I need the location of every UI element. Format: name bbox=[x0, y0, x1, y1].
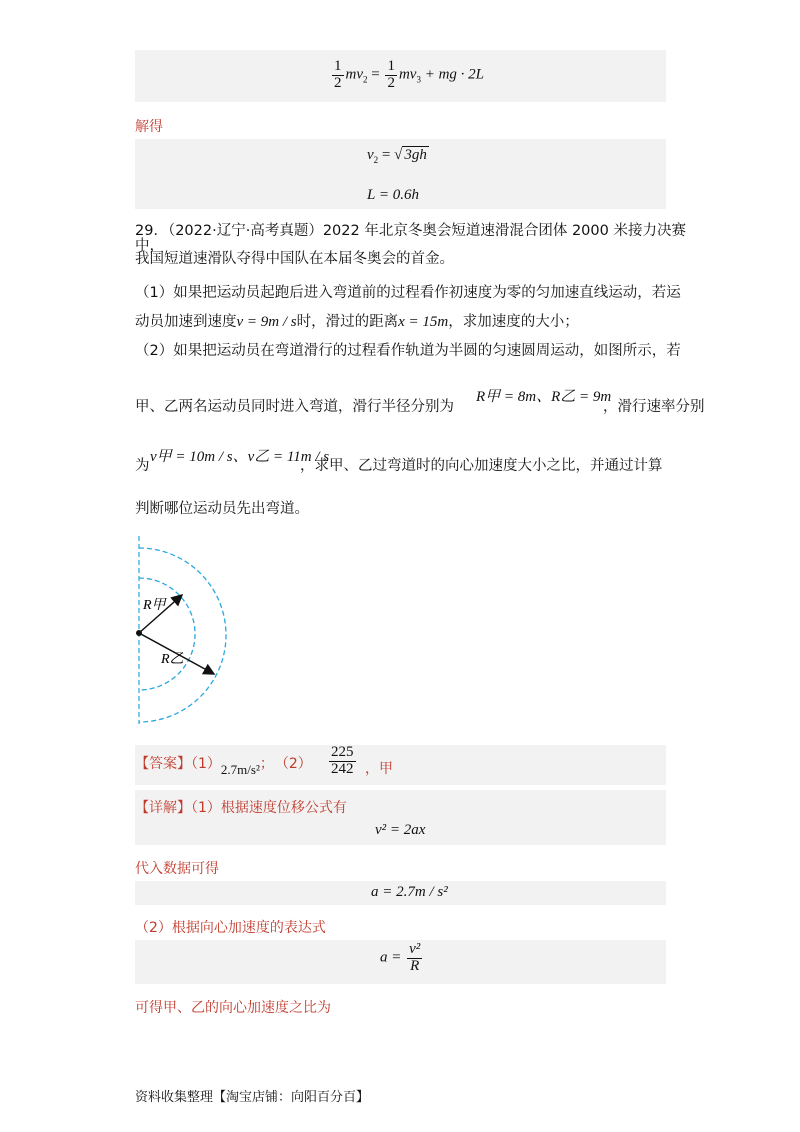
answer-box: 【答案】$(1)_{2.7m/s^2}$； （2） $\frac{225}{242}$ ，甲 bbox=[135, 745, 666, 785]
part2-line-b2: ，滑行速率分别 bbox=[603, 399, 705, 415]
part1-line-a: （1）如果把运动员起跑后进入弯道前的过程看作初速度为零的匀加速直线运动，若运 bbox=[135, 285, 681, 301]
L-equation: L = 0.6h bbox=[367, 187, 419, 203]
part2-line-b1: 甲、乙两名运动员同时进入弯道，滑行半径分别为 bbox=[135, 399, 454, 415]
outer-arc bbox=[139, 548, 226, 722]
question-line-1: 29．（2022·辽宁·高考真题）2022 年北京冬奥会短道速滑混合团体 2000 米接力决赛中， bbox=[135, 223, 686, 254]
label-R-yi: R乙 bbox=[161, 652, 184, 667]
equation-box-energy bbox=[135, 50, 666, 102]
center-point bbox=[136, 630, 142, 636]
equation-box-a bbox=[135, 881, 666, 905]
energy-equation: $\frac{1}{2}$ $mv_2$ = $\frac{1}{2}$ $mv_3$ + mg · 2L bbox=[334, 58, 485, 91]
part2-line-d: 判断哪位运动员先出弯道。 bbox=[135, 501, 309, 517]
radius-values: R甲 = 8m、R乙 = 9m bbox=[476, 389, 612, 405]
part2-line-c2: ，求甲、乙过弯道时的向心加速度大小之比，并通过计算 bbox=[300, 458, 663, 474]
daru-label: 代入数据可得 bbox=[135, 861, 219, 877]
answer-2-fraction: $\frac{225}{242}$ bbox=[331, 744, 354, 777]
answer-tag: 【答案】 bbox=[135, 756, 191, 772]
speed-values: v甲 = 10m / s、v乙 = 11m / s bbox=[150, 449, 330, 465]
jiede-label: 解得 bbox=[135, 119, 163, 135]
detail-box: 【详解】（1）根据速度位移公式有 v² = 2ax bbox=[135, 790, 666, 845]
v2-equation: $v_2$ = √ 3gh bbox=[367, 147, 427, 165]
step2-label: （2）根据向心加速度的表达式 bbox=[135, 920, 326, 936]
footer-text: 资料收集整理【淘宝店铺：向阳百分百】 bbox=[135, 1090, 370, 1105]
label-R-jia: R甲 bbox=[143, 598, 166, 613]
a-value-equation: a = 2.7m / s² bbox=[371, 884, 448, 900]
answer-2-tail: ，甲 bbox=[365, 761, 393, 777]
answer-1: 2.7m/s² bbox=[220, 762, 260, 777]
part1-line-b: 动员加速到速度v = 9m / s时，滑过的距离x = 15m，求加速度的大小； bbox=[135, 314, 579, 330]
v2-2ax-equation: v² = 2ax bbox=[375, 822, 426, 838]
part2-line-c1: 为 bbox=[135, 458, 150, 474]
track-figure bbox=[125, 532, 235, 727]
inner-arc bbox=[139, 578, 195, 690]
part2-line-a: （2）如果把运动员在弯道滑行的过程看作轨道为半圆的匀速圆周运动，如图所示，若 bbox=[135, 343, 681, 359]
kede-label: 可得甲、乙的向心加速度之比为 bbox=[135, 1000, 331, 1016]
question-line-2: 我国短道速滑队夺得中国队在本届冬奥会的首金。 bbox=[135, 251, 454, 267]
a-v2-R-equation: a = $\frac{\text{v²}}{R}$ bbox=[380, 941, 421, 974]
equation-box-result bbox=[135, 139, 666, 209]
detail-tag: 【详解】 bbox=[135, 800, 191, 816]
equation-box-aR bbox=[135, 940, 666, 984]
